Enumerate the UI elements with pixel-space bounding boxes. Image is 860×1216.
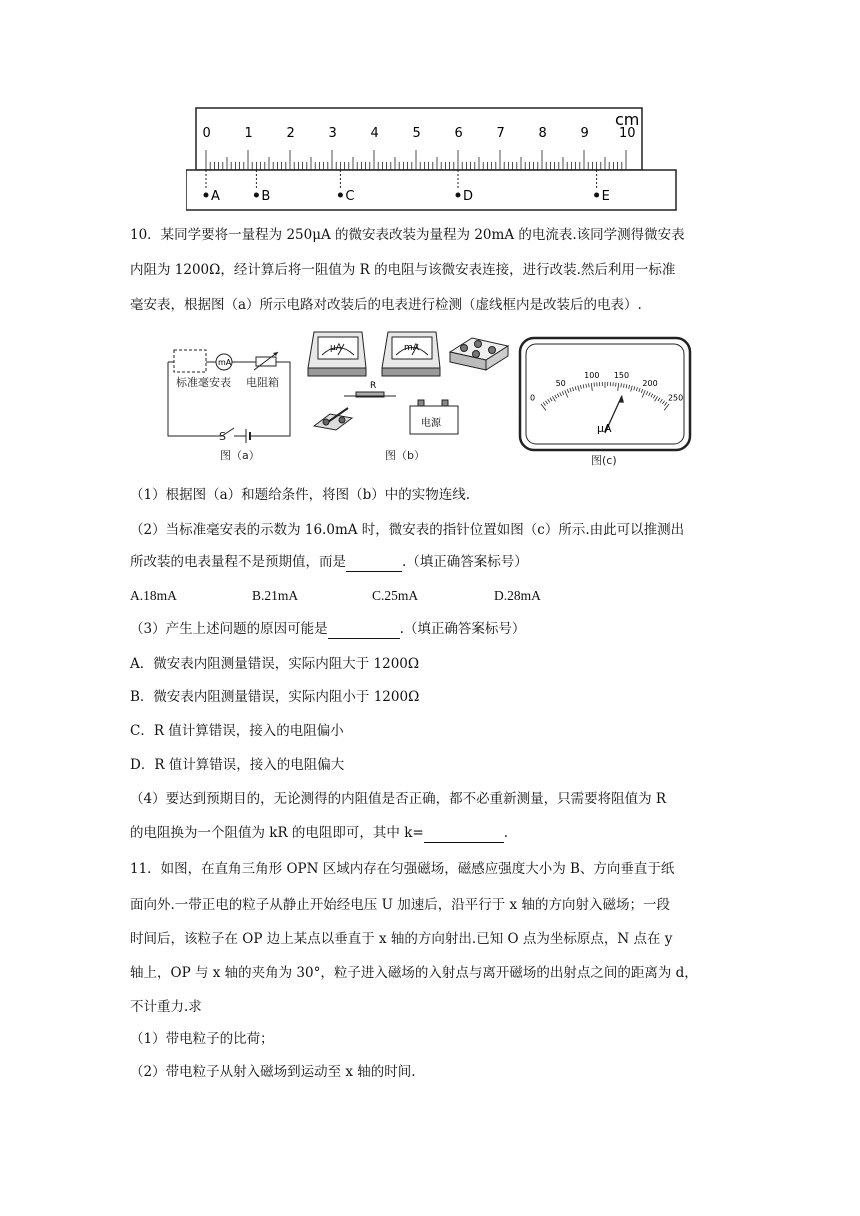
ruler-figure <box>186 106 678 212</box>
fig-a-caption: 图（a） <box>220 449 260 462</box>
dial-scale-label: 250 <box>667 393 684 403</box>
q10-part3-option-a: A．微安表内阻测量错误，实际内阻大于 1200Ω <box>130 656 420 672</box>
ruler-number: 1 <box>244 126 253 141</box>
dial-scale-label: 100 <box>584 370 600 380</box>
q10-part2-tail: .（填正确答案标号） <box>402 554 528 570</box>
power-supply-label: 电源 <box>421 418 441 429</box>
point-label: A <box>211 189 220 204</box>
ruler-number: 10 <box>619 126 636 141</box>
dial-scale-label: 200 <box>642 378 658 388</box>
milliammeter-device-label: mA <box>404 343 419 353</box>
dial-unit: μA <box>597 422 612 435</box>
q11-line-1: 11．如图，在直角三角形 OPN 区域内存在匀强磁场，磁感应强度大小为 B、方向垂直于纸 <box>130 861 675 877</box>
option-b: B.21mA <box>252 588 299 603</box>
q10-part2-line2 <box>130 553 528 572</box>
figure-b-apparatus <box>304 328 510 440</box>
point-dot <box>254 193 259 198</box>
q10-part3-text: （3）产生上述问题的原因可能是 <box>130 621 328 637</box>
q10-part2-line1: （2）当标准毫安表的示数为 16.0mA 时，微安表的指针位置如图（c）所示.由此可以推测出 <box>130 522 685 538</box>
point-label: C <box>345 189 355 204</box>
ruler-number: 9 <box>580 126 589 141</box>
q11-line-4: 轴上，OP 与 x 轴的夹角为 30°，粒子进入磁场的入射点与离开磁场的出射点之间的距离为 d， <box>130 965 698 981</box>
dial-scale-label: 150 <box>613 370 630 380</box>
dashed-box <box>174 350 206 372</box>
q10-intro-1: 10．某同学要将一量程为 250μA 的微安表改装为量程为 20mA 的电流表.该同学测得微安表 <box>130 227 685 243</box>
q10-part3-option-b: B．微安表内阻测量错误，实际内阻小于 1200Ω <box>130 689 420 705</box>
point-label: D <box>463 189 474 204</box>
switch-device <box>314 408 352 430</box>
q10-part2-text: 所改装的电表量程不是预期值，而是 <box>130 554 346 570</box>
ruler-unit: cm <box>615 110 640 129</box>
ruler-number: 8 <box>538 126 547 141</box>
q10-part4-answer-blank[interactable] <box>424 824 504 843</box>
ruler-number: 4 <box>370 126 379 141</box>
q10-part3-option-d: D．R 值计算错误，接入的电阻偏大 <box>130 757 345 773</box>
figure-c-dial <box>518 336 692 456</box>
option-c: C.25mA <box>372 588 419 603</box>
q10-intro-2: 内阻为 1200Ω，经计算后将一阻值为 R 的电阻与该微安表连接，进行改装.然后利用一标准 <box>130 262 676 278</box>
q10-part4-line2 <box>130 824 508 843</box>
microammeter-device <box>308 332 366 376</box>
ruler-number: 2 <box>286 126 295 141</box>
q11-line-3: 时间后，该粒子在 OP 边上某点以垂直于 x 轴的方向射出.已知 O 点为坐标原点，N 点在 y <box>130 931 673 947</box>
ruler-number: 5 <box>412 126 421 141</box>
microammeter-device-label: μA <box>330 343 342 353</box>
point-dot <box>456 193 461 198</box>
ruler-number: 6 <box>454 126 463 141</box>
fig-b-caption: 图（b） <box>385 449 425 462</box>
fig-a-meter-label: 标准毫安表 <box>176 376 231 389</box>
option-d: D.28mA <box>494 588 541 603</box>
q10-part4-text: 的电阻换为一个阻值为 kR 的电阻即可，其中 k= <box>130 825 424 841</box>
q10-part3-answer-blank[interactable] <box>328 620 400 639</box>
resistor-device <box>344 392 396 397</box>
q10-part1: （1）根据图（a）和题给条件，将图（b）中的实物连线. <box>130 487 471 503</box>
q10-part4-tail: . <box>503 825 509 841</box>
fig-c-caption: 图(c) <box>591 454 617 467</box>
ruler-number: 3 <box>328 126 337 141</box>
q10-part3-option-c: C．R 值计算错误，接入的电阻偏小 <box>130 723 344 739</box>
dial-scale-label: 0 <box>530 393 536 403</box>
resistance-box-device <box>450 338 508 370</box>
q11-line-5: 不计重力.求 <box>130 999 202 1015</box>
option-a: A.18mA <box>130 588 177 603</box>
q10-part3 <box>130 620 525 639</box>
figure-a-circuit <box>164 344 300 448</box>
q10-part4-line1: （4）要达到预期目的，无论测得的内阻值是否正确，都不必重新测量，只需要将阻值为 R <box>130 791 667 807</box>
point-dot <box>204 193 209 198</box>
point-label: B <box>261 189 271 204</box>
q11-part2: （2）带电粒子从射入磁场到运动至 x 轴的时间. <box>130 1064 416 1080</box>
fig-a-switch-label: S <box>219 430 226 443</box>
point-dot <box>594 193 599 198</box>
point-dot <box>338 193 343 198</box>
milliammeter-device <box>382 332 440 376</box>
q10-intro-3: 毫安表，根据图（a）所示电路对改装后的电表进行检测（虚线框内是改装后的电表）. <box>130 297 642 313</box>
q10-part2-answer-blank[interactable] <box>346 553 402 572</box>
ruler-number: 7 <box>496 126 505 141</box>
q10-part3-tail: .（填正确答案标号） <box>399 621 526 637</box>
dial-scale-label: 50 <box>555 378 566 388</box>
milliammeter-symbol-label: mA <box>218 358 232 367</box>
q11-part1: （1）带电粒子的比荷； <box>130 1031 274 1047</box>
resistor-device-label: R <box>370 381 377 391</box>
point-label: E <box>601 189 610 204</box>
q11-line-2: 面向外.一带正电的粒子从静止开始经电压 U 加速后，沿平行于 x 轴的方向射入磁场；一段 <box>130 897 670 913</box>
ruler-number: 0 <box>202 126 211 141</box>
fig-a-box-label: 电阻箱 <box>246 376 279 389</box>
